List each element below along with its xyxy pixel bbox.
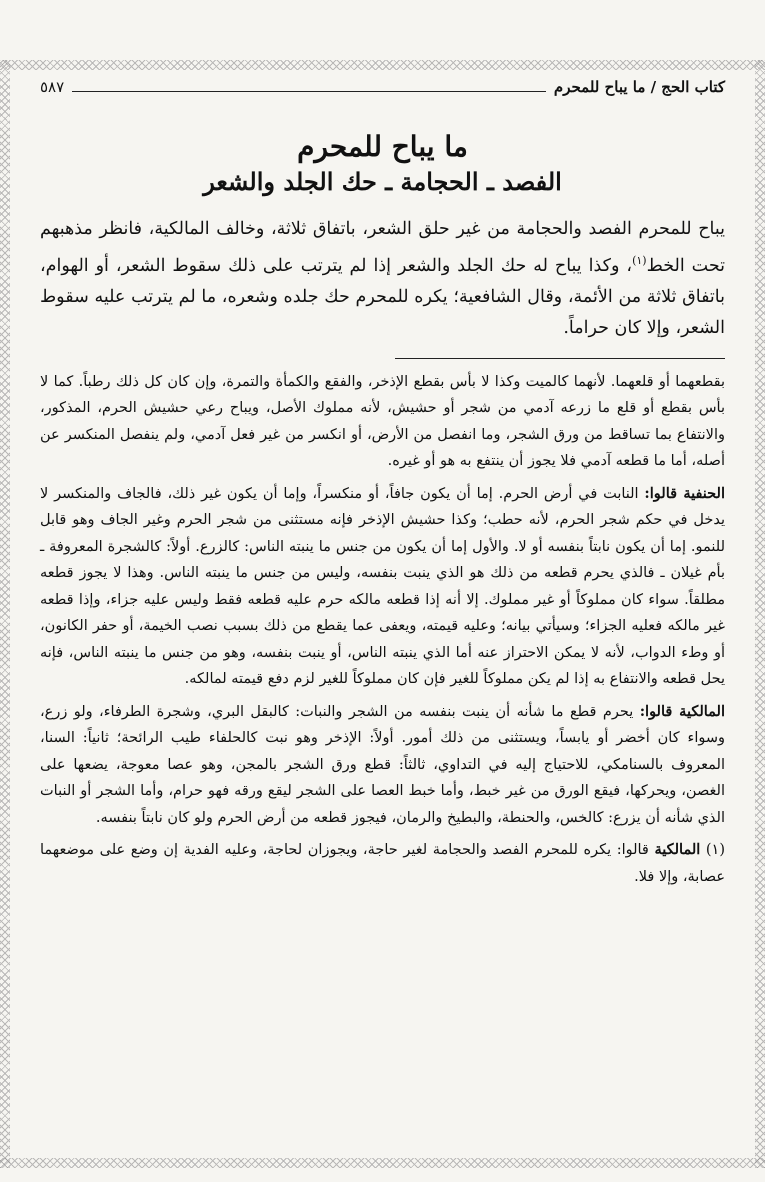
decorative-border-bottom xyxy=(0,1158,765,1168)
running-header xyxy=(40,78,725,108)
page-number: ٥٨٧ xyxy=(40,78,65,96)
decorative-border-top xyxy=(0,60,765,70)
chapter-subtitle: الفصد ـ الحجامة ـ حك الجلد والشعر xyxy=(203,167,562,196)
note-maliki-label: المالكية قالوا: xyxy=(639,702,725,720)
note-hanafi xyxy=(40,481,725,693)
note-maliki-text: يحرم قطع ما شأنه أن ينبت بنفسه من الشجر والنبات: كالبقل البري، وشجرة الطرفاء، ولو زرع، وسواء كان أخضر أو يابساً، ويستثنى من ذلك أمور. أولاً: الإذخر وهو نبت كالحلفاء طيب الرائحة؛ ثانياً: السنا، المعروف بالسنامكي، للاحتياج إليه في التداوي، ثالثاً: قطع ورق الشجر بالمجن، وهو عصا معوجة، يضعها على الغصن، ويحركها، فيقع الورق من غير خبط، وأما خبط العصا على الشجر ليقع ورقه فهو حرام، وأما الشجر أو النبات الذي شأنه أن يزرع: كالخس، والحنطة، والبطيخ والرمان، فيجوز قطعه من أرض الحرم ولو كان نابتاً بنفسه. xyxy=(40,703,725,826)
page-content xyxy=(40,78,725,896)
footnote-1-text: قالوا: يكره للمحرم الفصد والحجامة لغير حاجة، ويجوزان لحاجة، وعليه الفدية إن وضع على موضعهما عصابة، وإلا فلا. xyxy=(40,842,725,885)
running-title: كتاب الحج / ما يباح للمحرم xyxy=(553,78,725,96)
note-continuation: بقطعهما أو قلعهما. لأنهما كالميت وكذا لا بأس بقطع الإذخر، والفقع والكمأة والتمرة، وإن كان كل ذلك رطباً. كما لا بأس بقطع أو قلع ما زرعه آدمي من شجر أو حشيش، لأنه مملوك الأصل، ويباح رعي حشيش الحرم، المذكور، والانتفاع بما تساقط من ورق الشجر، وما انفصل من الأرض، أو انكسر من غير فعل آدمي، ولم ينفصل المنكسر عن أصله، أما ما قطعه آدمي فلا يجوز أن ينتفع به هو أو غيره. xyxy=(40,373,725,470)
note-hanafi-label: الحنفية قالوا: xyxy=(644,484,725,502)
footnote-1-marker: (١) xyxy=(705,842,726,859)
footnote-separator xyxy=(395,358,725,359)
main-text-end: ، وكذا يباح له حك الجلد والشعر إذا لم يترتب على ذلك سقوط الشعر، أو الهوام، باتفاق ثلاثة من الأئمة، وقال الشافعية؛ يكره للمحرم حك جلده وشعره، ما لم يترتب عليه سقوط الشعر، وإلا كان حراماً. xyxy=(40,255,725,338)
footnote-1-label: المالكية xyxy=(654,841,701,859)
decorative-border-left xyxy=(0,60,10,1168)
footnote-reference: (١) xyxy=(632,254,647,267)
footnote-1 xyxy=(40,837,725,890)
chapter-title: ما يباح للمحرم xyxy=(297,130,468,163)
main-text-start: يباح للمحرم الفصد والحجامة من غير حلق الشعر، باتفاق ثلاثة، وخالف المالكية، فانظر مذهبهم تحت الخط xyxy=(40,219,726,276)
decorative-border-right xyxy=(755,60,765,1168)
note-maliki xyxy=(40,699,725,832)
header-rule xyxy=(72,91,546,92)
note-hanafi-text: النابت في أرض الحرم. إما أن يكون جافاً، أو منكسراً، وإما أن يكون غير ذلك، فالجاف والمنكسر لا يدخل في حكم شجر الحرم، لأنه حطب؛ وكذا حشيش الإذخر فإنه مستثنى من شجر الحرم وغير الجاف وهو قابل للنمو. إما أن يكون نابتاً بنفسه أو لا. والأول إما أن يكون من جنس ما ينبته الناس: كالزرع. أولاً: كالشجرة المعروفة ـ بأم غيلان ـ فالذي يحرم قطعه من ذلك هو الذي ينبت بنفسه، وليس من جنس ما ينبته الناس. وهذا لا يجوز قطعه مطلقاً. سواء كان مملوكاً أو غير مملوك. إلا أنه إذا قطعه مالكه حرم عليه قطعه فقط وليس عليه جزاء، وإذا قطعه غير مالكه فعليه الجزاء؛ وسيأتي بيانه؛ وعليه قيمته، ويعفى عما يقطع من ذلك بسبب نصب الخيمة، أو حفر الكانون، أو وطء الدواب، لأنه لا يمكن الاحتراز عنه أما الذي ينبته الناس، أو ينبت بنفسه، وهو من جنس ما ينبته الناس، فإنه يحل قطعه والانتفاع به إذا لم يكن مملوكاً للغير فإن كان مملوكاً للغير لزم دفع قيمته لمالكه. xyxy=(40,485,725,688)
main-paragraph xyxy=(40,214,725,344)
